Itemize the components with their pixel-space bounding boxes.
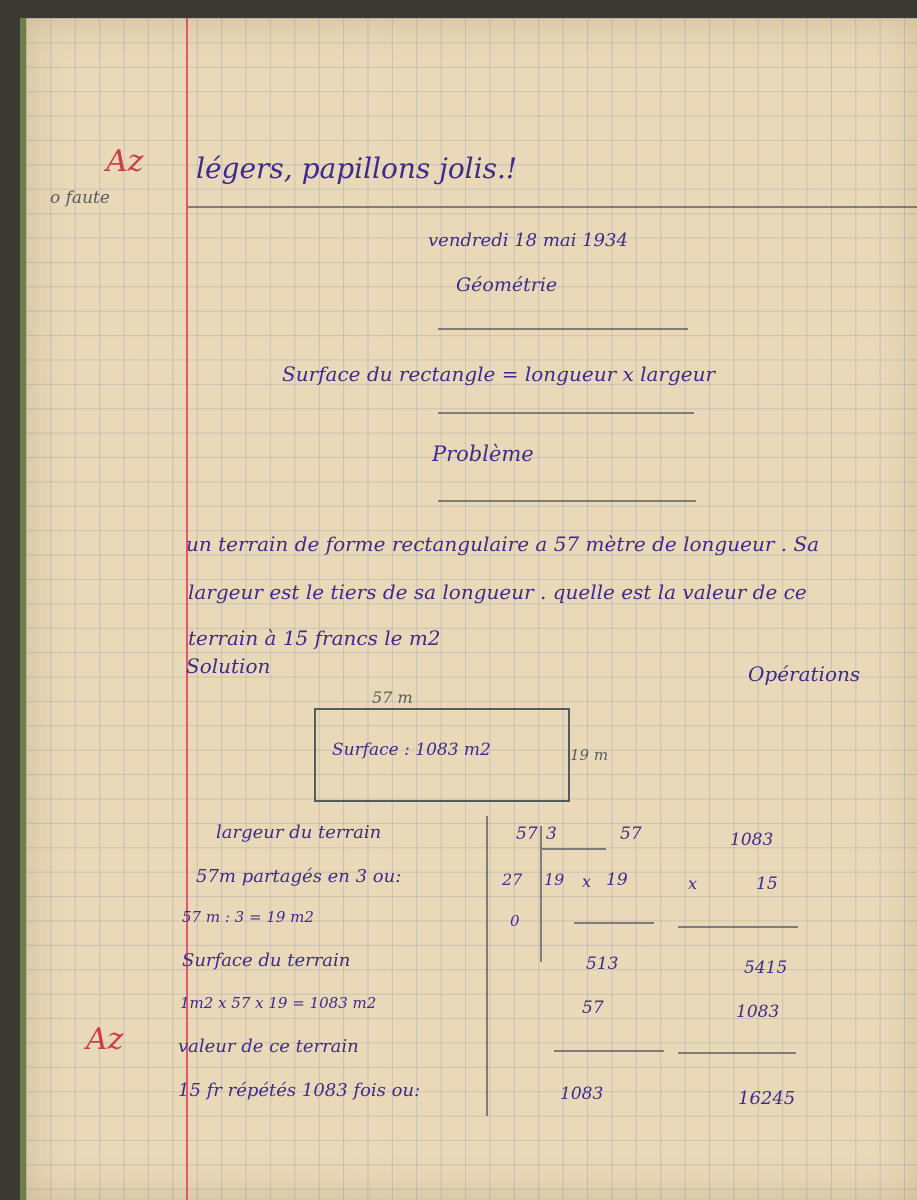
grade-mark-bottom: Az	[86, 1022, 124, 1057]
mult1-b: 19	[606, 870, 628, 890]
mult2-a: 1083	[730, 830, 774, 850]
error-note: o faute	[50, 188, 110, 208]
division-partial: 27	[502, 870, 523, 889]
mult1-rule-1	[574, 922, 654, 924]
mult2-rule-2	[678, 1052, 796, 1054]
mult2-result: 16245	[738, 1088, 796, 1109]
division-divisor: 3	[546, 824, 557, 844]
mult1-rule-2	[554, 1050, 664, 1052]
division-quotient: 19	[544, 870, 565, 889]
division-bar	[486, 816, 488, 1116]
figure-surface-label: Surface : 1083 m2	[332, 740, 491, 760]
division-remainder: 0	[510, 912, 520, 930]
grade-mark-top: Az	[106, 144, 144, 179]
notebook-page	[20, 18, 917, 1200]
mult1-op: x	[582, 872, 592, 891]
division-underline	[542, 848, 606, 850]
mult2-rule-1	[678, 926, 798, 928]
header-line: légers, papillons jolis.!	[196, 152, 518, 185]
mult2-partial-2: 1083	[736, 1002, 780, 1022]
solution-line-6: valeur de ce terrain	[178, 1036, 359, 1057]
solution-line-3: 57 m : 3 = 19 m2	[182, 908, 314, 926]
margin-line	[186, 18, 188, 1200]
mult1-a: 57	[620, 824, 642, 844]
subject-title: Géométrie	[456, 274, 558, 296]
section-rule	[438, 500, 696, 502]
division-dividend: 57	[516, 824, 538, 844]
figure-length-label: 57 m	[372, 688, 413, 707]
mult1-result: 1083	[560, 1084, 604, 1104]
date-line: vendredi 18 mai 1934	[428, 230, 628, 251]
solution-line-2: 57m partagés en 3 ou:	[196, 866, 402, 887]
solution-line-7: 15 fr répétés 1083 fois ou:	[178, 1080, 421, 1101]
formula-line: Surface du rectangle = longueur x largeur	[282, 362, 716, 386]
formula-rule	[438, 412, 694, 414]
problem-line-1: un terrain de forme rectangulaire a 57 mètre de longueur . Sa	[186, 532, 820, 556]
header-rule	[188, 206, 917, 208]
division-divider	[540, 826, 542, 962]
mult1-partial-1: 513	[586, 954, 619, 974]
subject-rule	[438, 328, 688, 330]
mult2-b: 15	[756, 874, 778, 894]
solution-line-1: largeur du terrain	[216, 822, 382, 843]
mult2-op: x	[688, 874, 698, 893]
problem-line-3: terrain à 15 francs le m2	[188, 626, 441, 650]
figure-width-label: 19 m	[570, 746, 609, 764]
solution-line-4: Surface du terrain	[182, 950, 351, 971]
mult2-partial-1: 5415	[744, 958, 788, 978]
solution-label: Solution	[186, 654, 271, 678]
section-title: Problème	[432, 442, 534, 466]
solution-line-5: 1m2 x 57 x 19 = 1083 m2	[180, 994, 377, 1012]
problem-line-2: largeur est le tiers de sa longueur . quelle est la valeur de ce	[188, 580, 807, 604]
operations-label: Opérations	[748, 662, 861, 686]
mult1-partial-2: 57	[582, 998, 604, 1018]
